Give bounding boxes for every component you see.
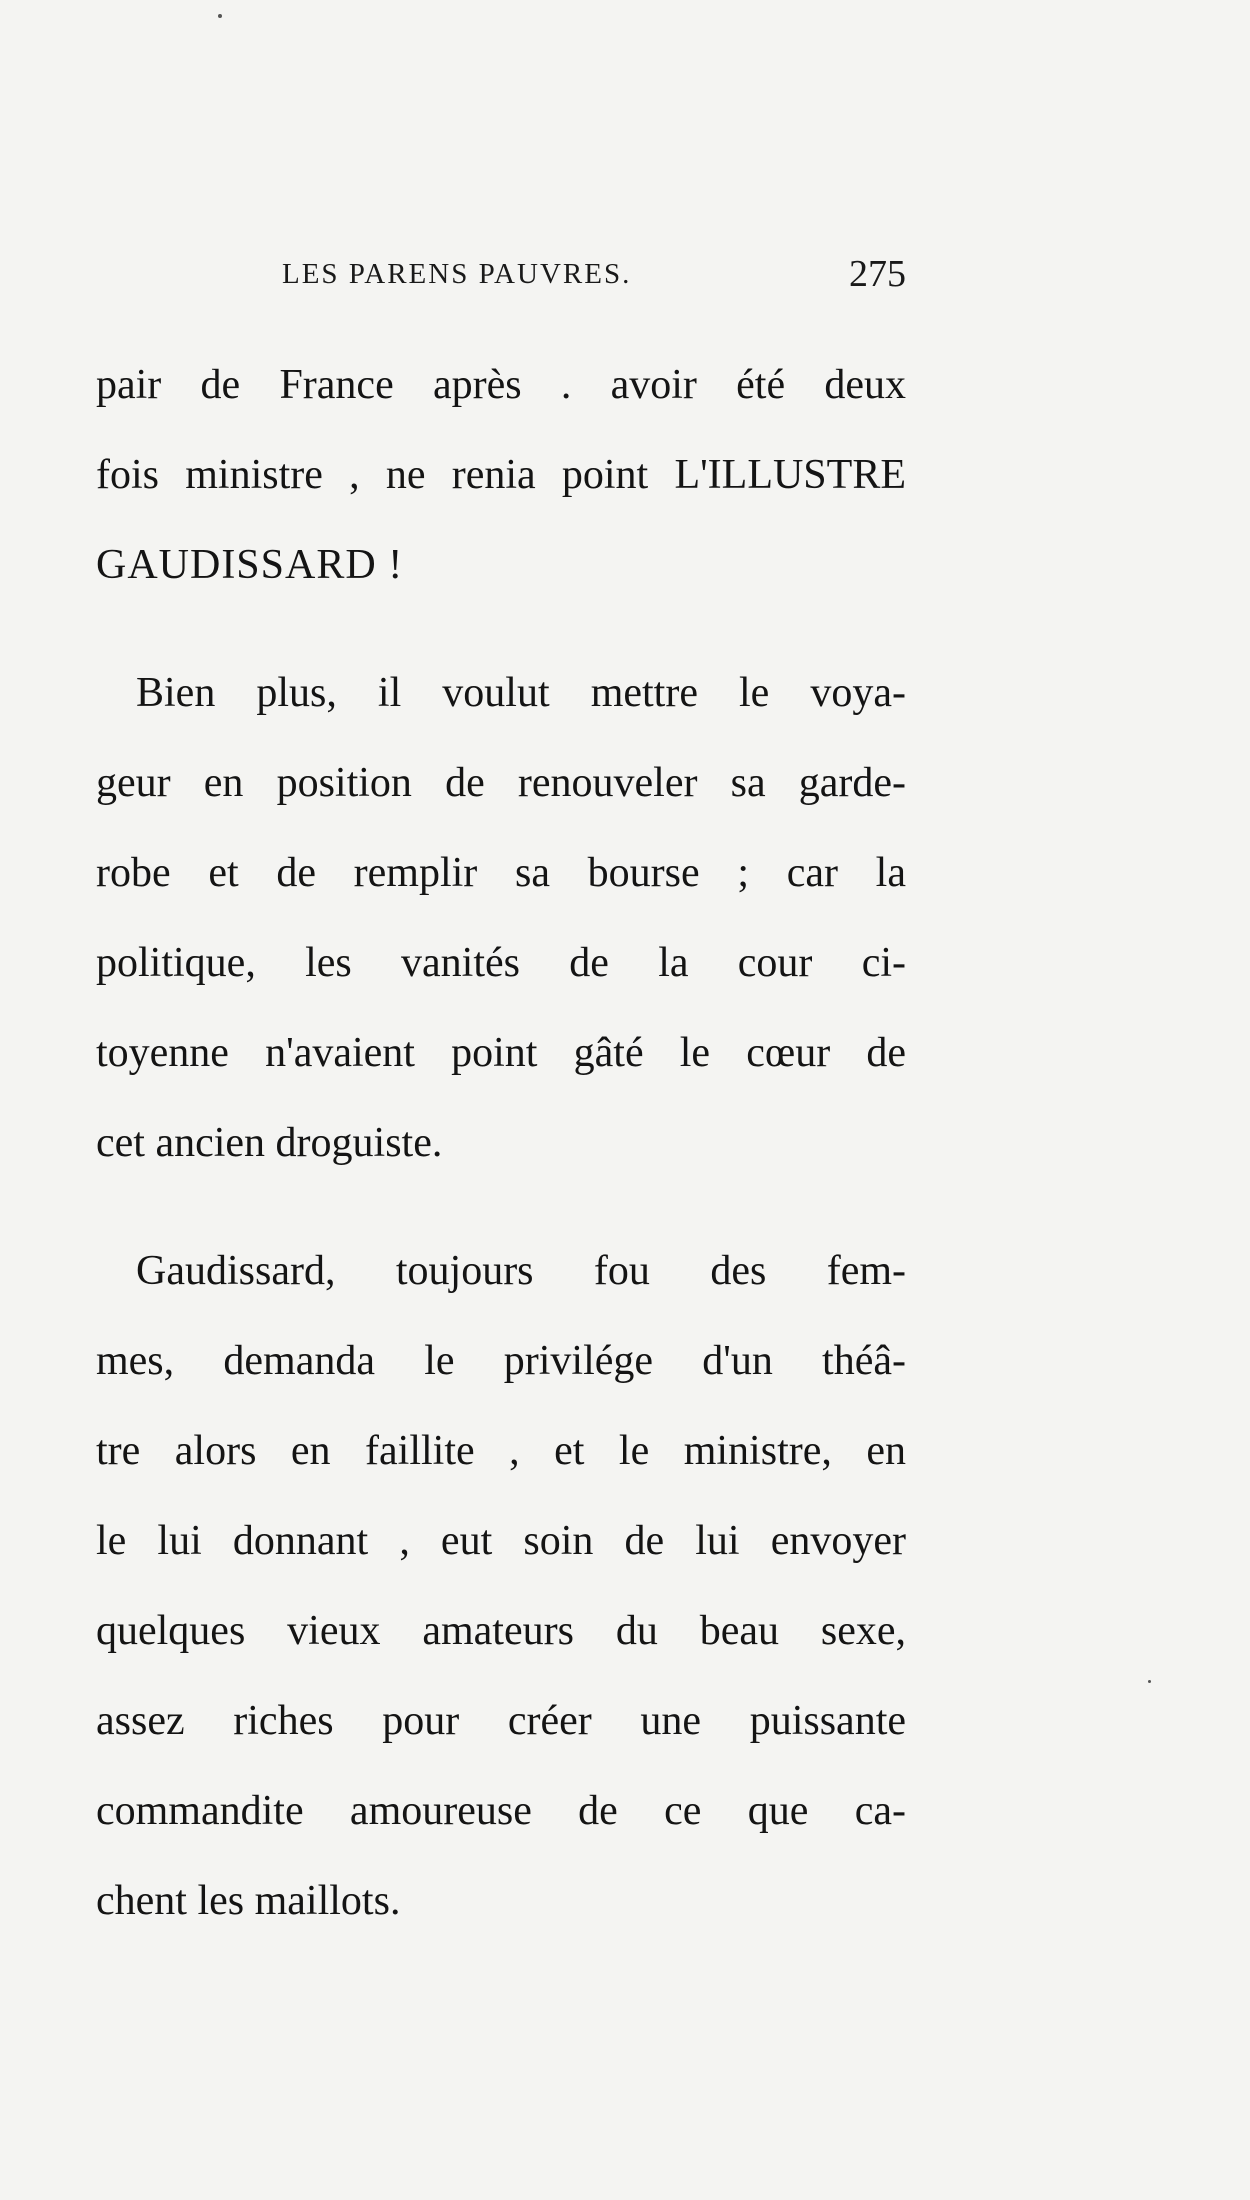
text-line: geur en position de renouveler sa garde- [96,760,906,806]
text-line: politique, les vanités de la cour ci- [96,940,906,986]
text-line: robe et de remplir sa bourse ; car la [96,850,906,896]
running-head [96,253,906,298]
ink-speck [1148,1680,1151,1683]
text-line: GAUDISSARD ! [96,542,404,588]
page-number: 275 [849,253,906,295]
text-line: Gaudissard, toujours fou des fem- [136,1248,906,1294]
text-line: toyenne n'avaient point gâté le cœur de [96,1030,906,1076]
text-line: chent les maillots. [96,1878,401,1924]
text-line: commandite amoureuse de ce que ca- [96,1788,906,1834]
text-line: le lui donnant , eut soin de lui envoyer [96,1518,906,1564]
text-line: tre alors en faillite , et le ministre, en [96,1428,906,1474]
text-line: mes, demanda le privilége d'un théâ- [96,1338,906,1384]
ink-speck [218,14,222,18]
body-text [96,340,906,1946]
text-line: assez riches pour créer une puissante [96,1698,906,1744]
text-line: quelques vieux amateurs du beau sexe, [96,1608,906,1654]
text-line: pair de France après . avoir été deux [96,362,906,408]
text-line: cet ancien droguiste. [96,1120,443,1166]
text-line: fois ministre , ne renia point L'ILLUSTRE [96,452,906,498]
text-line: Bien plus, il voulut mettre le voya- [136,670,906,716]
running-title: LES PARENS PAUVRES. [282,258,632,290]
